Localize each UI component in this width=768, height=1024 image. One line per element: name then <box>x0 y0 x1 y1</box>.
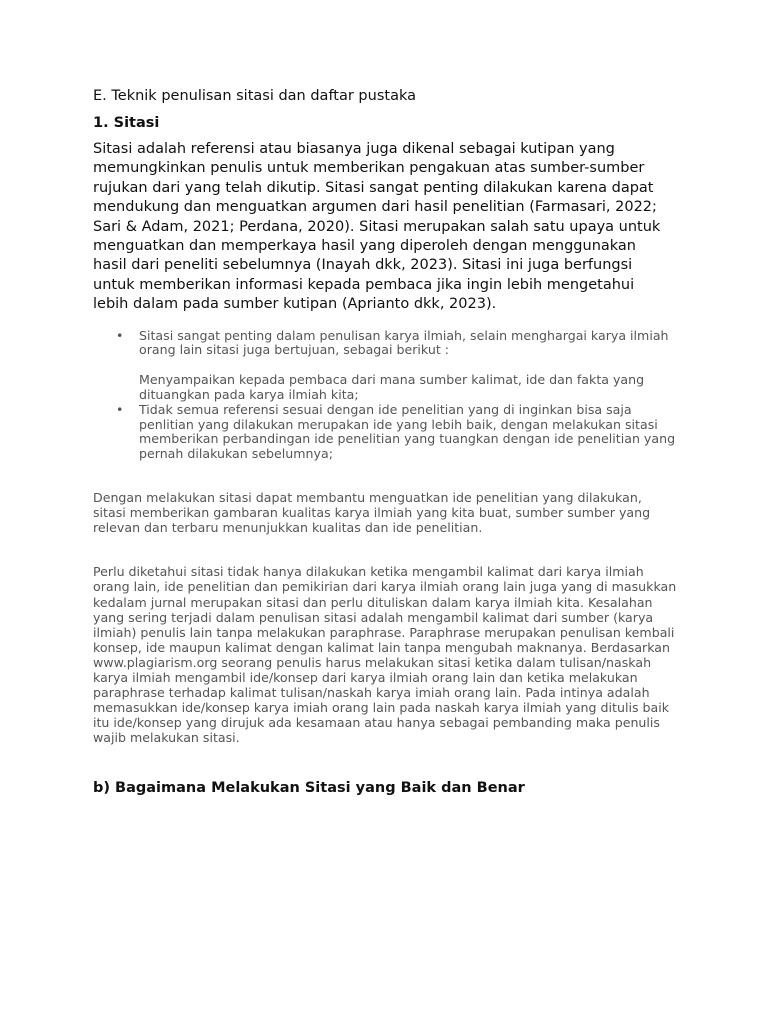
spacer <box>93 745 683 778</box>
section-title: E. Teknik penulisan sitasi dan daftar pustaka <box>93 88 416 104</box>
bullet-text: Sitasi sangat penting dalam penulisan karya ilmiah, selain menghargai karya ilmiah orang lain sitasi juga bertujuan, sebagai berikut : <box>139 327 669 358</box>
bullet-text: Tidak semua referensi sesuai dengan ide penelitian yang di inginkan bisa saja penlitian yang dilakukan merupakan ide yang lebih baik, dengan melakukan sitasi memberikan perbandingan ide penelitian yang tuangkan dengan ide penelitian yang pernah dilakukan sebelumnya; <box>139 401 676 462</box>
paragraph-2: Dengan melakukan sitasi dapat membantu menguatkan ide penelitian yang dilakukan, sitasi memberikan gambaran kualitas karya ilmiah yang kita buat, sumber sumber yang relevan dan terbaru menunjukkan kualitas dan ide penelitian. <box>93 490 651 536</box>
document-page <box>93 86 683 798</box>
spacer <box>93 535 683 564</box>
list-item <box>116 401 679 462</box>
bullet-icon: • <box>116 327 124 343</box>
bullet-subtext: Menyampaikan kepada pembaca dari mana sumber kalimat, ide dan fakta yang dituangkan pada karya ilmiah kita; <box>139 372 645 403</box>
main-paragraph: Sitasi adalah referensi atau biasanya juga dikenal sebagai kutipan yang memungkinkan penulis untuk memberikan pengakuan atas sumber-sumber rujukan dari yang telah dikutip. Sitasi sangat penting dilakukan karena dapat mendukung dan menguatkan argumen dari hasil penelitian (Farmasari, 2022; Sari & Adam, 2021; Perdana, 2020). Sitasi merupakan salah satu upaya untuk menguatkan dan memperkaya hasil yang diperoleh dengan menggunakan hasil dari peneliti sebelumnya (Inayah dkk, 2023). Sitasi ini juga berfungsi untuk memberikan informasi kepada pembaca jika ingin lebih mengetahui lebih dalam pada sumber kutipan (Aprianto dkk, 2023). <box>93 141 661 313</box>
bullet-list <box>93 329 679 462</box>
spacer <box>93 462 683 490</box>
heading-b: b) Bagaimana Melakukan Sitasi yang Baik dan Benar <box>93 780 525 797</box>
bullet-icon: • <box>116 401 124 417</box>
list-item <box>116 327 679 403</box>
subsection-title: 1. Sitasi <box>93 115 160 131</box>
paragraph-3: Perlu diketahui sitasi tidak hanya dilakukan ketika mengambil kalimat dari karya ilmiah orang lain, ide penelitian dan pemikirian dari karya ilmiah orang lain juga yang di masukkan kedalam jurnal merupakan sitasi dan perlu dituliskan dalam karya ilmiah kita. Kesalahan yang sering terjadi dalam penulisan sitasi adalah mengambil kalimat dari sumber (karya ilmiah) penulis lain tanpa melakukan paraphrase. Paraphrase merupakan penulisan kembali konsep, ide maupun kalimat dengan kalimat lain tanpa mengubah maknanya. Berdasarkan www.plagiarism.org seorang penulis harus melakukan sitasi ketika dalam tulisan/naskah karya ilmiah mengambil ide/konsep dari karya ilmiah orang lain dan ketika melakukan paraphrase terhadap kalimat tulisan/naskah karya imiah orang lain. Pada intinya adalah memasukkan ide/konsep karya imiah orang lain pada naskah karya ilmiah yang ditulis baik itu ide/konsep yang dirujuk ada kesamaan atau hanya sebagai pembanding maka penulis wajib melakukan sitasi. <box>93 564 677 746</box>
